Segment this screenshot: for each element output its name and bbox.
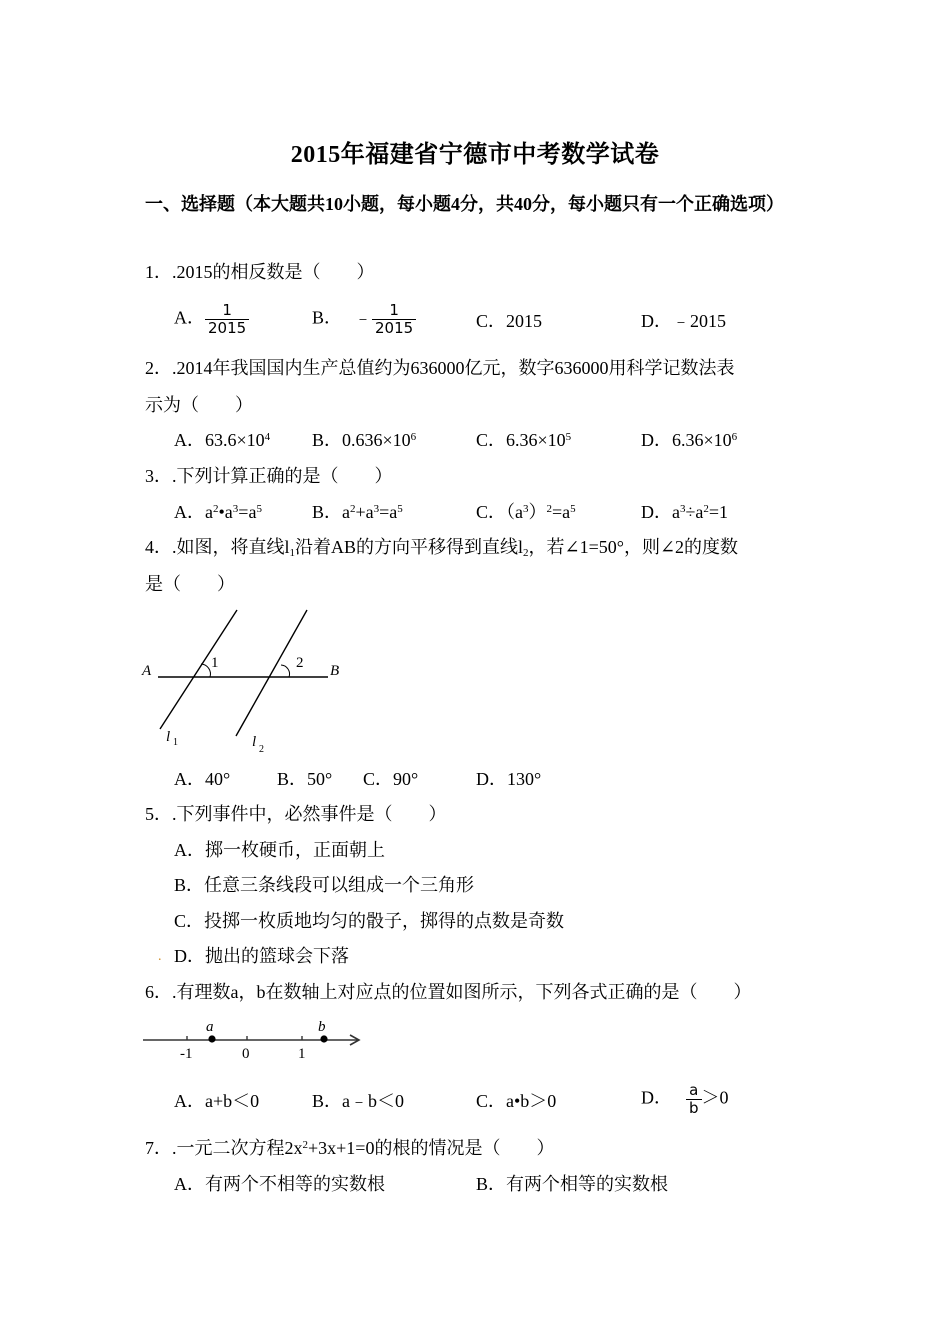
- q2-option-b[interactable]: B．$0.636\times 10^6$: [312, 430, 417, 450]
- point-a-label: a: [206, 1019, 214, 1035]
- tick-label-minus-one: -1: [180, 1046, 193, 1062]
- q5-option-d[interactable]: D．抛出的篮球会下落: [174, 946, 349, 966]
- q1-option-b[interactable]: B． ﹣ $\frac{1}{2015}$: [312, 302, 416, 342]
- parallel-lines-figure: [140, 605, 350, 757]
- angle-1-label: 1: [211, 655, 219, 671]
- q3-option-c[interactable]: C．$(a^3)^2=a^5$: [476, 502, 576, 522]
- angle-1-arc: [201, 664, 210, 677]
- q7-option-b[interactable]: B．有两个相等的实数根: [476, 1174, 669, 1194]
- tick-label-zero: 0: [242, 1046, 250, 1062]
- number-line-figure: [140, 1015, 370, 1065]
- q4-option-a[interactable]: A．40°: [174, 769, 231, 789]
- point-b-label: b: [318, 1019, 326, 1035]
- tick-label-one: 1: [298, 1046, 306, 1062]
- q7-stem: 7．.一元二次方程$2x^2+3x+1=0$的根的情况是（ ）: [145, 1138, 555, 1158]
- fraction: $\frac{a}{b}$: [686, 1082, 702, 1117]
- q1-option-a[interactable]: A． $\frac{1}{2015}$: [174, 302, 249, 342]
- line-l2: [236, 610, 307, 736]
- point-b-dot: [320, 1035, 327, 1042]
- line-l1: [160, 610, 237, 729]
- q4-option-d[interactable]: D．130°: [476, 769, 542, 789]
- q2-option-a[interactable]: A．$63.6\times 10^4$: [174, 430, 271, 450]
- q5-stem: 5．.下列事件中，必然事件是（ ）: [145, 804, 447, 824]
- q6-option-a[interactable]: A．a+b＜0: [174, 1091, 260, 1111]
- q5-option-a[interactable]: A．掷一枚硬币，正面朝上: [174, 840, 385, 860]
- q3-option-a[interactable]: A．$a^2•a^3=a^5$: [174, 502, 262, 522]
- q6-option-c[interactable]: C．a•b＞0: [476, 1091, 557, 1111]
- q2-stem-line2: 示为（ ）: [145, 395, 253, 415]
- point-a-dot: [208, 1035, 215, 1042]
- q7-option-a[interactable]: A．有两个不相等的实数根: [174, 1174, 385, 1194]
- q3-option-b[interactable]: B．$a^2+a^3=a^5$: [312, 502, 403, 522]
- q3-stem: 3．.下列计算正确的是（ ）: [145, 466, 393, 486]
- fraction: $\frac{1}{2015}$: [205, 302, 249, 337]
- q6-option-d[interactable]: D． $\frac{a}{b}$ ＞0: [641, 1081, 729, 1117]
- q1-option-c[interactable]: C．2015: [476, 311, 543, 331]
- angle-2-label: 2: [296, 655, 304, 671]
- l2-label: l: [252, 734, 257, 750]
- fraction: $\frac{1}{2015}$: [372, 302, 416, 337]
- l1-label: l: [166, 729, 171, 745]
- q5-d-marker: .: [158, 949, 162, 964]
- q4-option-b[interactable]: B．50°: [277, 769, 333, 789]
- l1-subscript: 1: [173, 737, 178, 748]
- angle-2-arc: [281, 665, 290, 677]
- q2-option-d[interactable]: D．$6.36\times 10^6$: [641, 430, 738, 450]
- q4-stem-line2: 是（ ）: [145, 574, 235, 594]
- q4-option-c[interactable]: C．90°: [363, 769, 419, 789]
- q5-option-b[interactable]: B．任意三条线段可以组成一个三角形: [174, 875, 475, 895]
- q4-stem-line1: 4．.如图，将直线$l_1$沿着AB的方向平移得到直线$l_2$，若∠1=50°，则∠2的度数: [145, 537, 739, 559]
- point-b-label: B: [330, 663, 340, 679]
- q2-option-c[interactable]: C．$6.36\times 10^5$: [476, 430, 572, 450]
- q6-stem: 6．.有理数a，b在数轴上对应点的位置如图所示，下列各式正确的是（ ）: [145, 982, 752, 1002]
- q2-stem-line1: 2．.2014年我国国内生产总值约为636000亿元，数字636000用科学记数法表: [145, 358, 735, 378]
- q6-option-b[interactable]: B．a﹣b＜0: [312, 1091, 404, 1111]
- section-heading: 一、选择题（本大题共10小题，每小题4分，共40分，每小题只有一个正确选项）: [145, 194, 784, 214]
- q1-option-d[interactable]: D．﹣2015: [641, 311, 726, 331]
- q1-stem: 1．.2015的相反数是（ ）: [145, 262, 375, 282]
- q3-option-d[interactable]: D．$a^3\div a^2=1$: [641, 502, 729, 522]
- point-a-label: A: [142, 663, 152, 679]
- page-title: 2015年福建省宁德市中考数学试卷: [290, 142, 660, 168]
- q5-option-c[interactable]: C．投掷一枚质地均匀的骰子，掷得的点数是奇数: [174, 911, 565, 931]
- l2-subscript: 2: [259, 744, 264, 755]
